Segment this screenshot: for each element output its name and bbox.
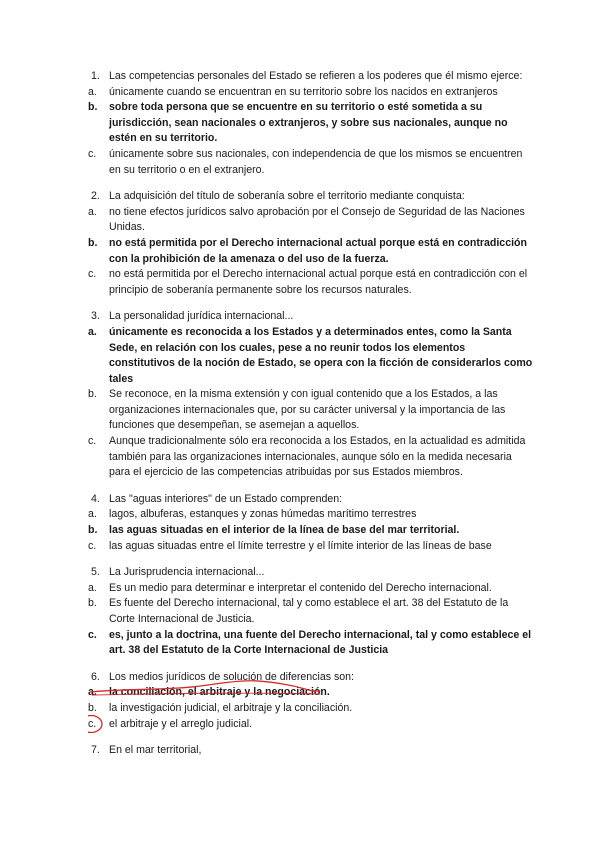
question-text: La adquisición del título de soberanía sobre el territorio mediante conquista: xyxy=(109,190,465,203)
option-text: únicamente sobre sus nacionales, con independencia de que los mismos se encuentren en su territorio o en el extranjero. xyxy=(109,147,523,176)
option-letter: b. xyxy=(88,524,98,537)
question-stem xyxy=(88,670,534,686)
option-b-correct xyxy=(88,236,534,267)
option-a-correct xyxy=(88,325,534,387)
question-text: La Jurisprudencia internacional... xyxy=(109,566,265,579)
option-letter: a. xyxy=(88,581,97,594)
option-letter: a. xyxy=(88,85,97,98)
option-c xyxy=(88,539,534,555)
question-3 xyxy=(88,309,534,481)
question-text: La personalidad jurídica internacional... xyxy=(109,310,294,323)
option-letter: a. xyxy=(88,205,97,218)
option-letter: c. xyxy=(88,435,97,448)
option-a xyxy=(88,581,534,597)
option-letter: c. xyxy=(88,717,97,730)
option-text: sobre toda persona que se encuentre en su territorio o esté sometida a su jurisdicción, sean nacionales o extranjeros, y sobre sus nacionales, aunque no estén en su territorio. xyxy=(109,101,508,145)
question-number: 7. xyxy=(91,744,100,757)
option-c xyxy=(88,434,534,481)
exam-question-list xyxy=(88,69,534,770)
option-c xyxy=(88,147,534,178)
option-text: Es fuente del Derecho internacional, tal y como establece el art. 38 del Estatuto de la Corte Internacional de Justicia. xyxy=(109,597,509,625)
option-b xyxy=(88,701,534,717)
question-text: Las competencias personales del Estado se refieren a los poderes que él mismo ejerce: xyxy=(109,70,523,82)
option-a-struck xyxy=(88,685,534,701)
question-number: 3. xyxy=(91,310,100,323)
question-2 xyxy=(88,189,534,298)
question-number: 2. xyxy=(91,190,100,203)
question-4 xyxy=(88,492,534,554)
question-number: 1. xyxy=(91,70,100,82)
option-letter: a. xyxy=(88,686,97,699)
option-letter: b. xyxy=(88,101,98,114)
option-c-correct xyxy=(88,628,534,659)
option-b-correct xyxy=(88,523,534,539)
option-letter: b. xyxy=(88,701,97,714)
option-text: Es un medio para determinar e interpretar el contenido del Derecho internacional. xyxy=(109,581,492,594)
option-text: no está permitida por el Derecho internacional actual porque está en contradicción con el principio de soberanía permanente sobre los recursos naturales. xyxy=(109,268,528,296)
option-letter: c. xyxy=(88,268,97,281)
option-b xyxy=(88,387,534,434)
question-stem xyxy=(88,189,534,205)
option-text: lagos, albuferas, estanques y zonas húmedas marítimo terrestres xyxy=(109,508,417,521)
question-stem xyxy=(88,565,534,581)
option-a xyxy=(88,85,534,101)
option-text: las aguas situadas en el interior de la línea de base del mar territorial. xyxy=(109,524,460,537)
option-text: la investigación judicial, el arbitraje y la conciliación. xyxy=(109,701,353,714)
question-7 xyxy=(88,743,534,759)
option-letter: c. xyxy=(88,539,97,552)
option-text: Se reconoce, en la misma extensión y con igual contenido que a los Estados, a las organizaciones internacionales que, por su carácter universal y la importancia de las funciones que desempeñan, se asemejan a aquellos. xyxy=(109,388,506,432)
option-letter: c. xyxy=(88,628,97,641)
question-stem xyxy=(88,69,534,85)
question-1 xyxy=(88,69,534,178)
option-text: es, junto a la doctrina, una fuente del Derecho internacional, tal y como establece el art. 38 del Estatuto de la Corte Internacional de Justicia xyxy=(109,628,532,657)
question-number: 4. xyxy=(91,492,100,505)
option-b xyxy=(88,596,534,627)
question-stem xyxy=(88,492,534,508)
option-text: únicamente cuando se encuentran en su territorio sobre los nacidos en extranjeros xyxy=(109,85,498,98)
question-5 xyxy=(88,565,534,659)
option-c-circled xyxy=(88,717,534,733)
option-text: Aunque tradicionalmente sólo era reconocida a los Estados, en la actualidad es admitida también para las organizaciones internacionales, aunque sólo en la medida necesaria para el ejercicio de las competencias atribuidas por sus Estados miembros. xyxy=(109,435,526,479)
question-stem xyxy=(88,309,534,325)
option-text: el arbitraje y el arreglo judicial. xyxy=(109,717,253,730)
question-stem xyxy=(88,743,534,759)
option-text: la conciliación, el arbitraje y la negociación. xyxy=(109,686,330,699)
option-text: las aguas situadas entre el límite terrestre y el límite interior de las líneas de base xyxy=(109,539,492,552)
question-6 xyxy=(88,670,534,732)
option-text: no está permitida por el Derecho internacional actual porque está en contradicción con la prohibición de la amenaza o del uso de la fuerza. xyxy=(109,236,527,265)
option-letter: b. xyxy=(88,388,97,401)
question-text: Los medios jurídicos de solución de diferencias son: xyxy=(109,670,354,683)
question-text: Las "aguas interiores" de un Estado comprenden: xyxy=(109,492,343,505)
option-text: no tiene efectos jurídicos salvo aprobación por el Consejo de Seguridad de las Naciones Unidas. xyxy=(109,205,525,234)
question-number: 6. xyxy=(91,670,100,683)
option-text: únicamente es reconocida a los Estados y a determinados entes, como la Santa Sede, en relación con los cuales, pese a no reunir todos los elementos constitutivos de la noción de Estado, se opera con la ficción de considerarlos como tales xyxy=(109,325,533,385)
option-c xyxy=(88,267,534,298)
option-b-correct xyxy=(88,100,534,147)
option-letter: b. xyxy=(88,597,97,610)
option-letter: a. xyxy=(88,508,97,521)
option-letter: b. xyxy=(88,236,98,249)
question-text: En el mar territorial, xyxy=(109,744,202,757)
option-a xyxy=(88,205,534,236)
option-a xyxy=(88,507,534,523)
option-letter: a. xyxy=(88,325,97,338)
question-number: 5. xyxy=(91,566,100,579)
option-letter: c. xyxy=(88,147,97,160)
